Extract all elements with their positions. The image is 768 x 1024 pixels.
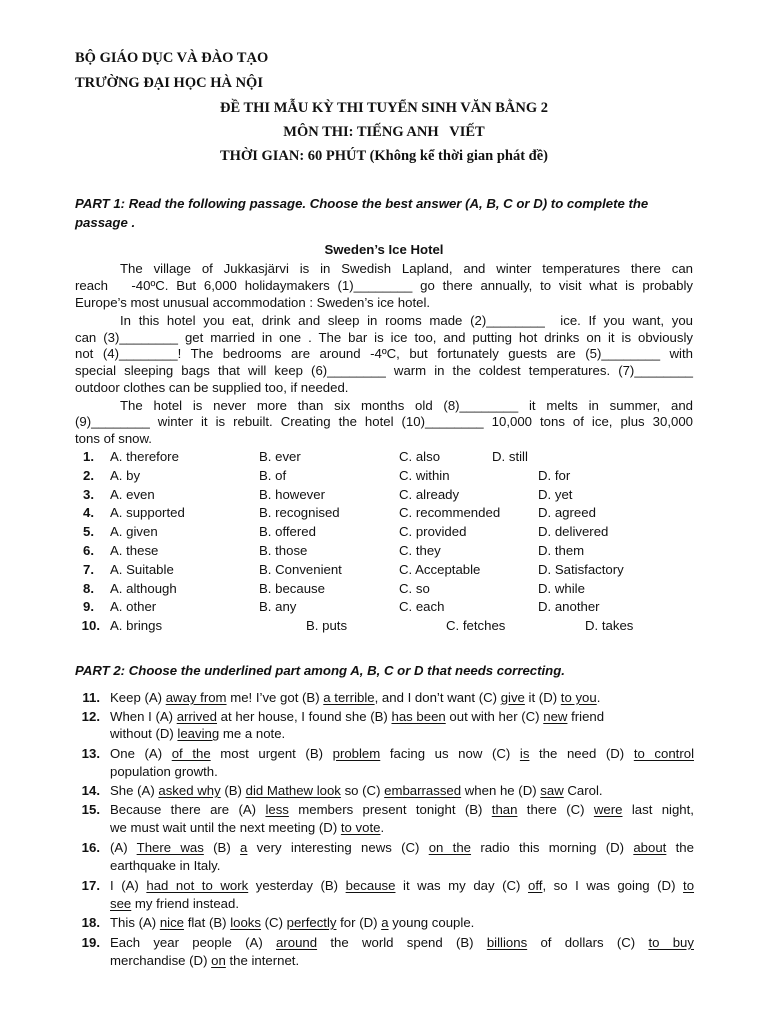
question-17-text: I (A) had not to work yesterday (B) because it was my day (C) off, so I was going (D) to bbox=[110, 878, 695, 893]
option-d[interactable]: to vote bbox=[340, 820, 381, 835]
option-d[interactable]: D. Satisfactory bbox=[538, 562, 624, 577]
question-17-text-cont: see my friend instead. bbox=[110, 896, 240, 911]
question-number: 5. bbox=[83, 524, 94, 539]
passage-line: The hotel is never more than six months old (8)________ it melts in summer, and bbox=[120, 398, 693, 413]
option-d[interactable]: D. while bbox=[538, 581, 585, 596]
question-14-text: She (A) asked why (B) did Mathew look so (C) embarrassed when he (D) saw Carol. bbox=[110, 783, 603, 798]
option-c[interactable]: were bbox=[593, 802, 623, 817]
passage-line: (9)________ winter it is rebuilt. Creating the hotel (10)________ 10,000 tons of ice, plus 30,000 bbox=[75, 414, 693, 429]
option-c[interactable]: C. each bbox=[399, 599, 445, 614]
question-13-text: One (A) of the most urgent (B) problem facing us now (C) is the need (D) to control bbox=[110, 746, 694, 761]
option-b[interactable]: B. offered bbox=[259, 524, 316, 539]
option-a[interactable]: asked why bbox=[158, 783, 221, 798]
question-number: 2. bbox=[83, 468, 94, 483]
option-a[interactable]: A. brings bbox=[110, 618, 163, 633]
option-c[interactable]: is bbox=[519, 746, 530, 761]
part2-instruction: PART 2: Choose the underlined part among A, B, C or D that needs correcting. bbox=[75, 663, 565, 678]
option-a[interactable]: A. even bbox=[110, 487, 155, 502]
option-c[interactable]: C. provided bbox=[399, 524, 467, 539]
question-number: 1. bbox=[83, 449, 94, 464]
option-a[interactable]: less bbox=[265, 802, 289, 817]
question-19-text: Each year people (A) around the world spend (B) billions of dollars (C) to buy bbox=[110, 935, 694, 950]
question-16-text-cont: earthquake in Italy. bbox=[110, 858, 221, 873]
option-a[interactable]: A. although bbox=[110, 581, 177, 596]
question-number: 8. bbox=[83, 581, 94, 596]
option-d[interactable]: a bbox=[381, 915, 389, 930]
question-11-text: Keep (A) away from me! I’ve got (B) a terrible, and I don’t want (C) give it (D) to you. bbox=[110, 690, 601, 705]
option-a[interactable]: away from bbox=[165, 690, 227, 705]
option-b[interactable]: a terrible bbox=[323, 690, 375, 705]
option-b[interactable]: B. because bbox=[259, 581, 325, 596]
option-d-cont[interactable]: see bbox=[110, 896, 132, 911]
option-a[interactable]: A. therefore bbox=[110, 449, 179, 464]
question-12-text: When I (A) arrived at her house, I found she (B) has been out with her (C) new friend bbox=[110, 709, 605, 724]
question-number: 13. bbox=[81, 746, 100, 761]
option-a[interactable]: A. Suitable bbox=[110, 562, 174, 577]
option-c[interactable]: give bbox=[500, 690, 525, 705]
option-d[interactable]: D. another bbox=[538, 599, 600, 614]
option-b[interactable]: looks bbox=[230, 915, 261, 930]
question-number: 15. bbox=[81, 802, 100, 817]
exam-duration: THỜI GIAN: 60 PHÚT (Không kể thời gian phát đề) bbox=[219, 148, 549, 164]
question-18-text: This (A) nice flat (B) looks (C) perfectly for (D) a young couple. bbox=[110, 915, 475, 930]
option-c[interactable]: C. fetches bbox=[446, 618, 506, 633]
passage-line: In this hotel you eat, drink and sleep in rooms made (2)________ ice. If you want, you bbox=[120, 313, 693, 328]
option-b[interactable]: problem bbox=[332, 746, 381, 761]
option-c[interactable]: perfectly bbox=[286, 915, 337, 930]
question-number: 17. bbox=[81, 878, 100, 893]
option-b[interactable]: B. those bbox=[259, 543, 308, 558]
option-a[interactable]: had not to work bbox=[146, 878, 249, 893]
option-c[interactable]: to buy bbox=[648, 935, 694, 950]
option-b[interactable]: a bbox=[240, 840, 248, 855]
option-d[interactable]: to bbox=[683, 878, 695, 893]
option-d[interactable]: D. agreed bbox=[538, 505, 596, 520]
option-c[interactable]: C. Acceptable bbox=[399, 562, 481, 577]
option-d[interactable]: on bbox=[211, 953, 226, 968]
ministry-name: BỘ GIÁO DỤC VÀ ĐÀO TẠO bbox=[75, 50, 269, 66]
option-d[interactable]: D. for bbox=[538, 468, 571, 483]
option-d[interactable]: to you bbox=[560, 690, 597, 705]
option-a[interactable]: around bbox=[276, 935, 318, 950]
option-b[interactable]: B. of bbox=[259, 468, 287, 483]
university-name: TRƯỜNG ĐẠI HỌC HÀ NỘI bbox=[75, 75, 263, 91]
option-d[interactable]: saw bbox=[540, 783, 564, 798]
question-13-text-cont: population growth. bbox=[110, 764, 218, 779]
option-b[interactable]: B. puts bbox=[306, 618, 348, 633]
passage-line: not (4)________! The bedrooms are around -4ºC, but fortunately guests are (5)________ with bbox=[75, 346, 693, 361]
option-d[interactable]: D. still bbox=[492, 449, 528, 464]
passage-line: Europe’s most unusual accommodation : Sweden’s ice hotel. bbox=[75, 295, 431, 310]
passage-line: The village of Jukkasjärvi is in Swedish Lapland, and winter temperatures there can bbox=[120, 261, 693, 276]
option-a[interactable]: A. by bbox=[110, 468, 141, 483]
option-d[interactable]: about bbox=[633, 840, 667, 855]
passage-line: can (3)________ get married in one . The bar is ice too, and putting hot drinks on it is obviously bbox=[75, 330, 693, 345]
option-c[interactable]: C. so bbox=[399, 581, 430, 596]
option-c[interactable]: off bbox=[528, 878, 543, 893]
option-a[interactable]: A. supported bbox=[110, 505, 185, 520]
option-b[interactable]: has been bbox=[391, 709, 446, 724]
option-c[interactable]: on the bbox=[428, 840, 472, 855]
question-number: 3. bbox=[83, 487, 94, 502]
option-b[interactable]: B. Convenient bbox=[259, 562, 342, 577]
option-d[interactable]: D. delivered bbox=[538, 524, 609, 539]
option-b[interactable]: B. ever bbox=[259, 449, 301, 464]
option-b[interactable]: did Mathew look bbox=[245, 783, 341, 798]
passage-line: outdoor clothes can be supplied too, if needed. bbox=[75, 380, 349, 395]
option-b[interactable]: billions bbox=[486, 935, 528, 950]
question-15-text: Because there are (A) less members present tonight (B) than there (C) were last night, bbox=[110, 802, 694, 817]
passage-line: tons of snow. bbox=[75, 431, 152, 446]
passage-line: reach -40ºC. But 6,000 holidaymakers (1)________ go there annually, to visit what is probably bbox=[75, 278, 693, 293]
option-b[interactable]: than bbox=[491, 802, 518, 817]
option-c[interactable]: new bbox=[543, 709, 568, 724]
exam-title: ĐỀ THI MẪU KỲ THI TUYỂN SINH VĂN BẰNG 2 bbox=[219, 100, 549, 116]
exam-subject: MÔN THI: TIẾNG ANH VIẾT bbox=[283, 124, 485, 140]
question-19-text-cont: merchandise (D) on the internet. bbox=[110, 953, 300, 968]
option-b[interactable]: because bbox=[345, 878, 396, 893]
option-d[interactable]: D. takes bbox=[585, 618, 634, 633]
part1-instruction-cont: passage . bbox=[75, 215, 136, 230]
option-d[interactable]: to control bbox=[633, 746, 694, 761]
option-c[interactable]: embarrassed bbox=[384, 783, 462, 798]
question-12-text-cont: without (D) leaving me a note. bbox=[110, 726, 286, 741]
question-number: 4. bbox=[83, 505, 94, 520]
option-a[interactable]: A. given bbox=[110, 524, 158, 539]
question-number: 9. bbox=[83, 599, 94, 614]
question-15-text-cont: we must wait until the next meeting (D) to vote. bbox=[110, 820, 385, 835]
option-c[interactable]: C. recommended bbox=[399, 505, 501, 520]
question-number: 12. bbox=[81, 709, 100, 724]
option-a[interactable]: A. these bbox=[110, 543, 159, 558]
option-a[interactable]: There was bbox=[136, 840, 204, 855]
question-number: 11. bbox=[82, 690, 100, 705]
question-16-text: (A) There was (B) a very interesting news (C) on the radio this morning (D) about the bbox=[110, 840, 694, 855]
option-a[interactable]: nice bbox=[159, 915, 185, 930]
option-c[interactable]: C. within bbox=[399, 468, 450, 483]
part1-instruction: PART 1: Read the following passage. Choose the best answer (A, B, C or D) to complete the bbox=[75, 196, 649, 211]
question-number: 6. bbox=[83, 543, 94, 558]
option-b[interactable]: B. recognised bbox=[259, 505, 340, 520]
question-number: 14. bbox=[81, 783, 100, 798]
question-number: 7. bbox=[83, 562, 94, 577]
passage-title: Sweden’s Ice Hotel bbox=[324, 242, 444, 257]
option-b[interactable]: B. however bbox=[259, 487, 325, 502]
option-d[interactable]: D. them bbox=[538, 543, 585, 558]
question-number: 19. bbox=[81, 935, 100, 950]
option-c[interactable]: C. also bbox=[399, 449, 441, 464]
question-number: 18. bbox=[81, 915, 100, 930]
option-b[interactable]: B. any bbox=[259, 599, 297, 614]
option-c[interactable]: C. they bbox=[399, 543, 441, 558]
option-a[interactable]: A. other bbox=[110, 599, 157, 614]
option-d[interactable]: D. yet bbox=[538, 487, 573, 502]
passage-line: special sleeping bags that will keep (6)________ warm in the coldest temperatures. (7)________ bbox=[75, 363, 693, 378]
option-c[interactable]: C. already bbox=[399, 487, 460, 502]
option-d[interactable]: leaving bbox=[177, 726, 220, 741]
option-a[interactable]: of the bbox=[171, 746, 211, 761]
question-number: 10. bbox=[81, 618, 100, 633]
option-a[interactable]: arrived bbox=[176, 709, 217, 724]
question-number: 16. bbox=[81, 840, 100, 855]
